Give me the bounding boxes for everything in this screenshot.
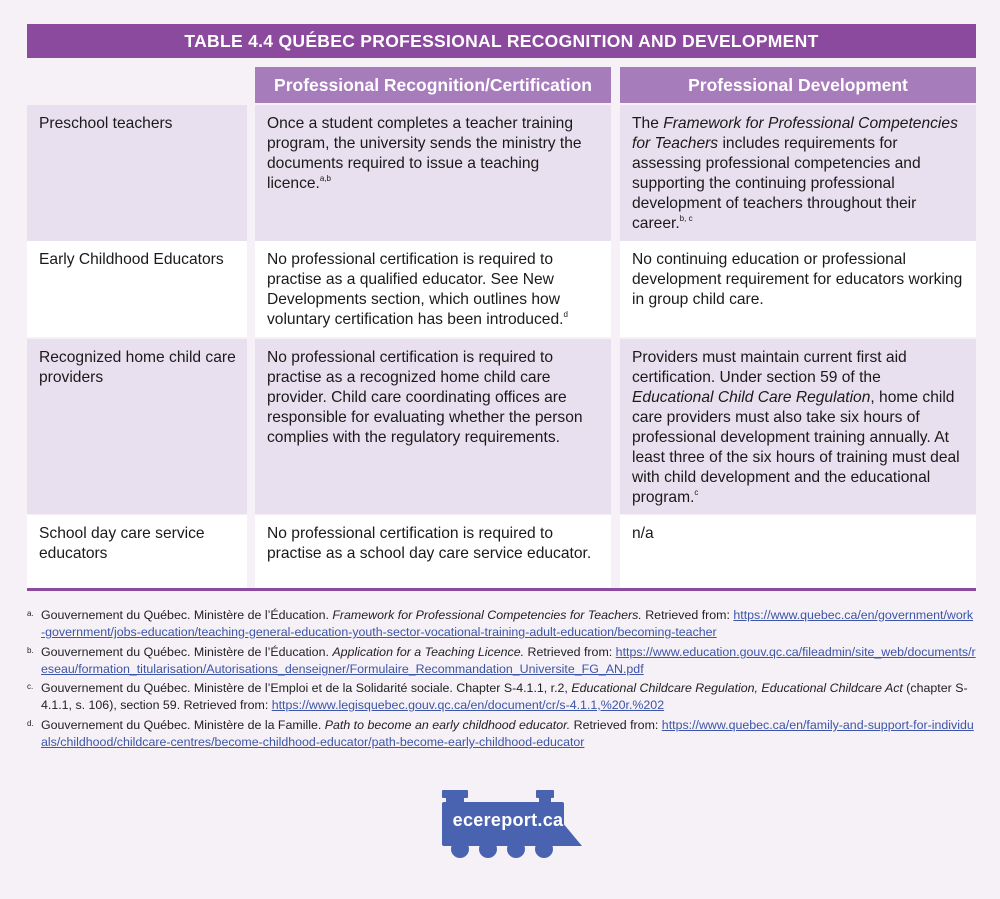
cell-text: No professional certification is required to practise as a recognized home child care provider. Child care coordinating offices are responsible for evaluating whether the person complies with the regulatory requirements. bbox=[267, 349, 583, 446]
cell-development-ece bbox=[620, 241, 976, 337]
table-title: TABLE 4.4 QUÉBEC PROFESSIONAL RECOGNITION AND DEVELOPMENT bbox=[27, 24, 976, 58]
cell-text: n/a bbox=[632, 525, 654, 542]
row-label-home-care bbox=[27, 339, 247, 514]
footnote-text-pre: Gouvernement du Québec. Ministère de l’Emploi et de la Solidarité sociale. Chapter S-4.1.1, r.2, bbox=[41, 681, 572, 695]
row-label-ece bbox=[27, 241, 247, 337]
cell-development-school-daycare bbox=[620, 515, 976, 588]
row-label-preschool bbox=[27, 105, 247, 241]
footnote-link[interactable]: https://www.education.gouv.qc.ca/fileadmin/site_web/documents/reseau/formation_titularisation/Autorisations_denseigner/Formulaire_Recommandation_Universite_FG_AN.pdf bbox=[41, 645, 976, 676]
cell-text-pre: The bbox=[632, 115, 664, 132]
cell-recognition-preschool bbox=[255, 105, 611, 241]
cell-development-home-care bbox=[620, 339, 976, 514]
footnote-mark: d. bbox=[27, 719, 34, 728]
header-recognition: Professional Recognition/Certification bbox=[255, 67, 611, 103]
footnote-text-italic: Application for a Teaching Licence. bbox=[332, 645, 525, 659]
cell-text: No professional certification is required to practise as a school day care service educator. bbox=[267, 525, 592, 562]
footnote-text-italic: Path to become an early childhood educator. bbox=[324, 718, 571, 732]
logo-text: ecereport.ca bbox=[452, 810, 564, 830]
footnote-link[interactable]: https://www.legisquebec.gouv.qc.ca/en/document/cr/s-4.1.1,%20r.%202 bbox=[271, 698, 665, 712]
row-label-text: Preschool teachers bbox=[39, 115, 173, 132]
footnote-ref: c bbox=[694, 488, 699, 497]
cell-recognition-school-daycare bbox=[255, 515, 611, 588]
cell-text-post: includes requirements for assessing professional competencies and supporting the continuing professional development of teachers throughout their career. bbox=[632, 135, 921, 232]
cell-recognition-home-care bbox=[255, 339, 611, 514]
cell-text: No professional certification is required to practise as a qualified educator. See New Developments section, which outlines how voluntary certification has been introduced. bbox=[267, 251, 564, 328]
header-development: Professional Development bbox=[620, 67, 976, 103]
footnote-ref: b, c bbox=[679, 214, 693, 223]
cell-recognition-ece bbox=[255, 241, 611, 337]
footnote-c bbox=[27, 680, 977, 714]
footnote-text-pre: Gouvernement du Québec. Ministère de la Famille. bbox=[41, 718, 325, 732]
table-bottom-rule bbox=[27, 588, 976, 591]
cell-text-post: , home child care providers must also take six hours of professional development training annually. At least three of the six hours of training must deal with child development and the educational program. bbox=[632, 389, 960, 506]
footnote-mark: a. bbox=[27, 609, 34, 618]
row-label-school-daycare bbox=[27, 515, 247, 588]
footnote-mark: c. bbox=[27, 682, 34, 691]
footnote-text-post: Retrieved from: bbox=[641, 608, 734, 622]
footnote-link[interactable]: https://www.quebec.ca/en/government/work-government/jobs-education/teaching-general-education-youth-sector-vocational-training-adult-education/becoming-teacher bbox=[41, 608, 974, 639]
cell-text-italic: Educational Child Care Regulation bbox=[632, 389, 871, 406]
footnote-ref: d bbox=[563, 310, 568, 319]
cell-text-pre: Providers must maintain current first aid certification. Under section 59 of the bbox=[632, 349, 907, 386]
footnote-text-post: (chapter S-4.1.1, s. 106), section 59. Retrieved from: bbox=[41, 681, 968, 712]
footnote-d bbox=[27, 717, 977, 751]
row-label-text: Early Childhood Educators bbox=[39, 251, 224, 268]
footnote-text-pre: Gouvernement du Québec. Ministère de l’Éducation. bbox=[41, 608, 333, 622]
footnote-b bbox=[27, 644, 977, 678]
cell-text-italic: Framework for Professional Competencies for Teachers bbox=[632, 115, 958, 152]
footnote-text-pre: Gouvernement du Québec. Ministère de l’Éducation. bbox=[41, 645, 333, 659]
footnote-text-italic: Framework for Professional Competencies for Teachers. bbox=[332, 608, 642, 622]
footnote-text-italic: Educational Childcare Regulation, Educational Childcare Act bbox=[571, 681, 903, 695]
footnote-text-post: Retrieved from: bbox=[524, 645, 616, 659]
cell-development-preschool bbox=[620, 105, 976, 241]
footnote-mark: b. bbox=[27, 646, 34, 655]
footnote-link[interactable]: https://www.quebec.ca/en/family-and-support-for-individuals/childhood/childcare-centres/become-childhood-educator/path-become-early-childhood-educator bbox=[41, 718, 974, 749]
row-label-text: Recognized home child care providers bbox=[39, 349, 236, 386]
footnote-a bbox=[27, 607, 977, 641]
footnote-ref: a,b bbox=[319, 174, 331, 183]
cell-text: No continuing education or professional development requirement for educators working in group child care. bbox=[632, 251, 963, 308]
cell-text: Once a student completes a teacher training program, the university sends the ministry the documents required to issue a teaching licence. bbox=[267, 115, 582, 192]
row-label-text: School day care service educators bbox=[39, 525, 205, 562]
footnote-text-post: Retrieved from: bbox=[570, 718, 662, 732]
